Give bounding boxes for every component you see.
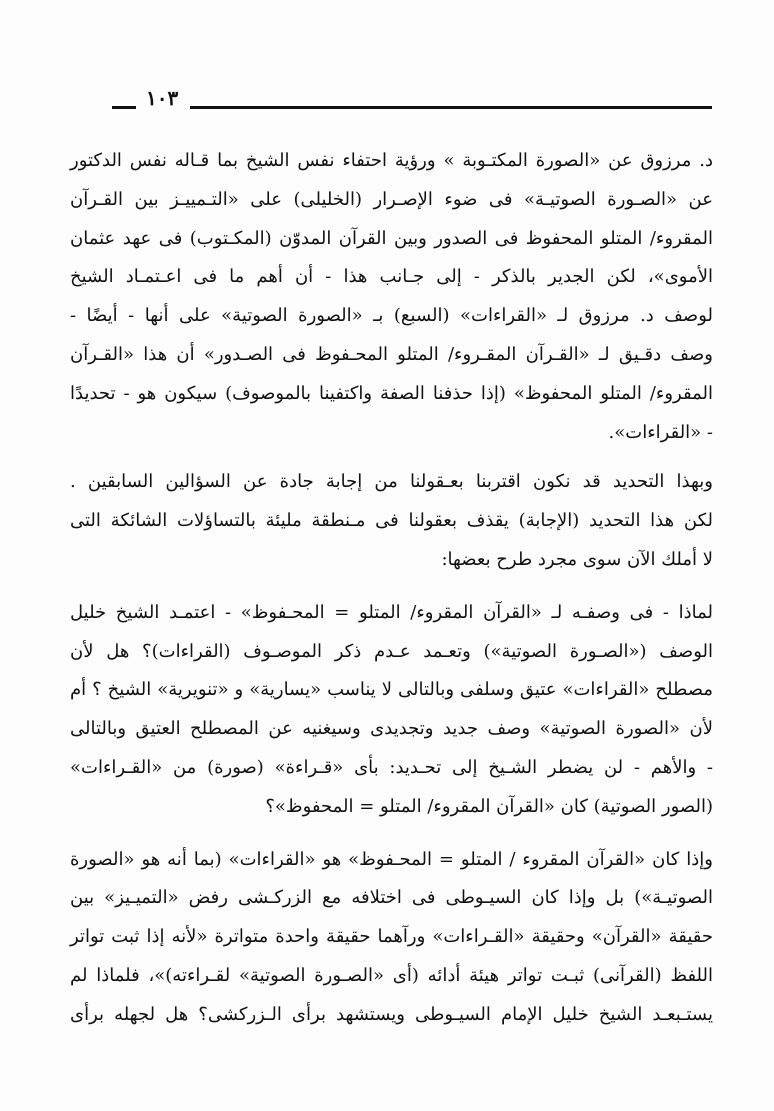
header-rule: [190, 106, 712, 109]
paragraph-3: [70, 594, 713, 827]
text-line: لكن هذا التحديد (الإجابة) يقذف بعقولنا فى مـنطقة مليئة بالتساؤلات الشائكة التى: [70, 510, 713, 532]
text-line: الصوتيـة») بل وإذا كان السيـوطى فى اختلافه مع الزركـشى رفض «التميـيز» بين: [70, 887, 713, 909]
body-text: [70, 142, 713, 1035]
text-line: د. مرزوق عن «الصورة المكتـوبة » ورؤية احتفاء نفس الشيخ بما قـاله نفس الدكتور: [70, 150, 713, 171]
text-line: حقيقة «القرآن» وحقيقة «القـراءات» ورآهما حقيقة واحدة متواترة «لأنه إذا ثبت تواتر: [70, 926, 713, 948]
text-line: لا أملك الآن سوى مجرد طرح بعضها:: [441, 548, 713, 570]
text-line: لماذا - فى وصفـه لـ «القرآن المقروء/ المتلو = المحـفوظ» - اعتمـد الشيخ خليل: [70, 601, 713, 623]
text-line: عن «الصـورة الصوتيـة» فى ضوء الإصـرار (الخليلى) على «التـمييـز بين القـرآن: [70, 188, 713, 210]
text-line: المقروء/ المتلو المحفوظ فى الصدور وبين القرآن المدوّن (المكـتوب) فى عهد عثمان: [70, 227, 713, 249]
text-line: الأموى»، لكن الجدير بالذكر - إلى جـانب هذا - أن أهم ما فى اعـتمـاد الشيخ: [70, 266, 713, 288]
text-line: لوصف د. مرزوق لـ «القراءات» (السبع) بـ «الصورة الصوتية» على أنها - أيضًا -: [70, 305, 713, 327]
text-line: اللفظ (القرآنى) ثبـت تواتر هيئة أدائه (أى «الصـورة الصوتية» لقـراءته)»، فلماذا لم: [70, 964, 713, 986]
text-line: - والأهم - لن يضطر الشـيخ إلى تحـديد: بأى «قـراءة» (صورة) من «القـراءات»: [70, 756, 713, 778]
text-line: المقروء/ المتلو المحفوظ» (إذا حذفنا الصفة واكتفينا بالموصوف) سيكون هو - تحديدًا: [70, 382, 713, 404]
text-line: الوصف («الصـورة الصوتية») وتعـمد عـدم ذكر الموصـوف (القراءات)؟ هل لأن: [70, 640, 713, 662]
text-line: وصف دقـيق لـ «القـرآن المقـروء/ المتلو المحـفوظ فى الصـدور» أن هذا «القـرآن: [70, 343, 713, 365]
paragraph-2: [70, 463, 713, 579]
text-line: - «القراءات».: [608, 421, 713, 443]
text-line: (الصور الصوتية) كان «القرآن المقروء/ المتلو = المحفوظ»؟: [265, 795, 713, 817]
text-line: وإذا كان «القرآن المقروء / المتلو = المحـفوظ» هو «القراءات» (بما أنه هو «الصورة: [70, 848, 713, 870]
paragraph-1: [70, 142, 713, 452]
text-line: مصطلح «القراءات» عتيق وسلفى وبالتالى لا يناسب «يسارية» و «تنويرية» الشيخ ؟ أم: [70, 679, 713, 701]
text-line: وبهذا التحديد قد نكون اقتربنا بعـقولنا من إجابة جادة عن السؤالين السابقين .: [70, 471, 713, 493]
text-line: لأن «الصورة الصوتية» وصف جديد وتجديدى وسيغنيه عن المصطلح العتيق وبالتالى: [70, 718, 713, 740]
text-line: يستـبعـد الشيخ خليل الإمام السيـوطى ويستشهد برأى الـزركشى؟ هل لجهله برأى: [70, 1003, 713, 1025]
page-number: ١٠٣: [146, 86, 179, 110]
header-dash: [112, 106, 136, 109]
page-header: [112, 86, 712, 116]
paragraph-4: [70, 841, 713, 1035]
